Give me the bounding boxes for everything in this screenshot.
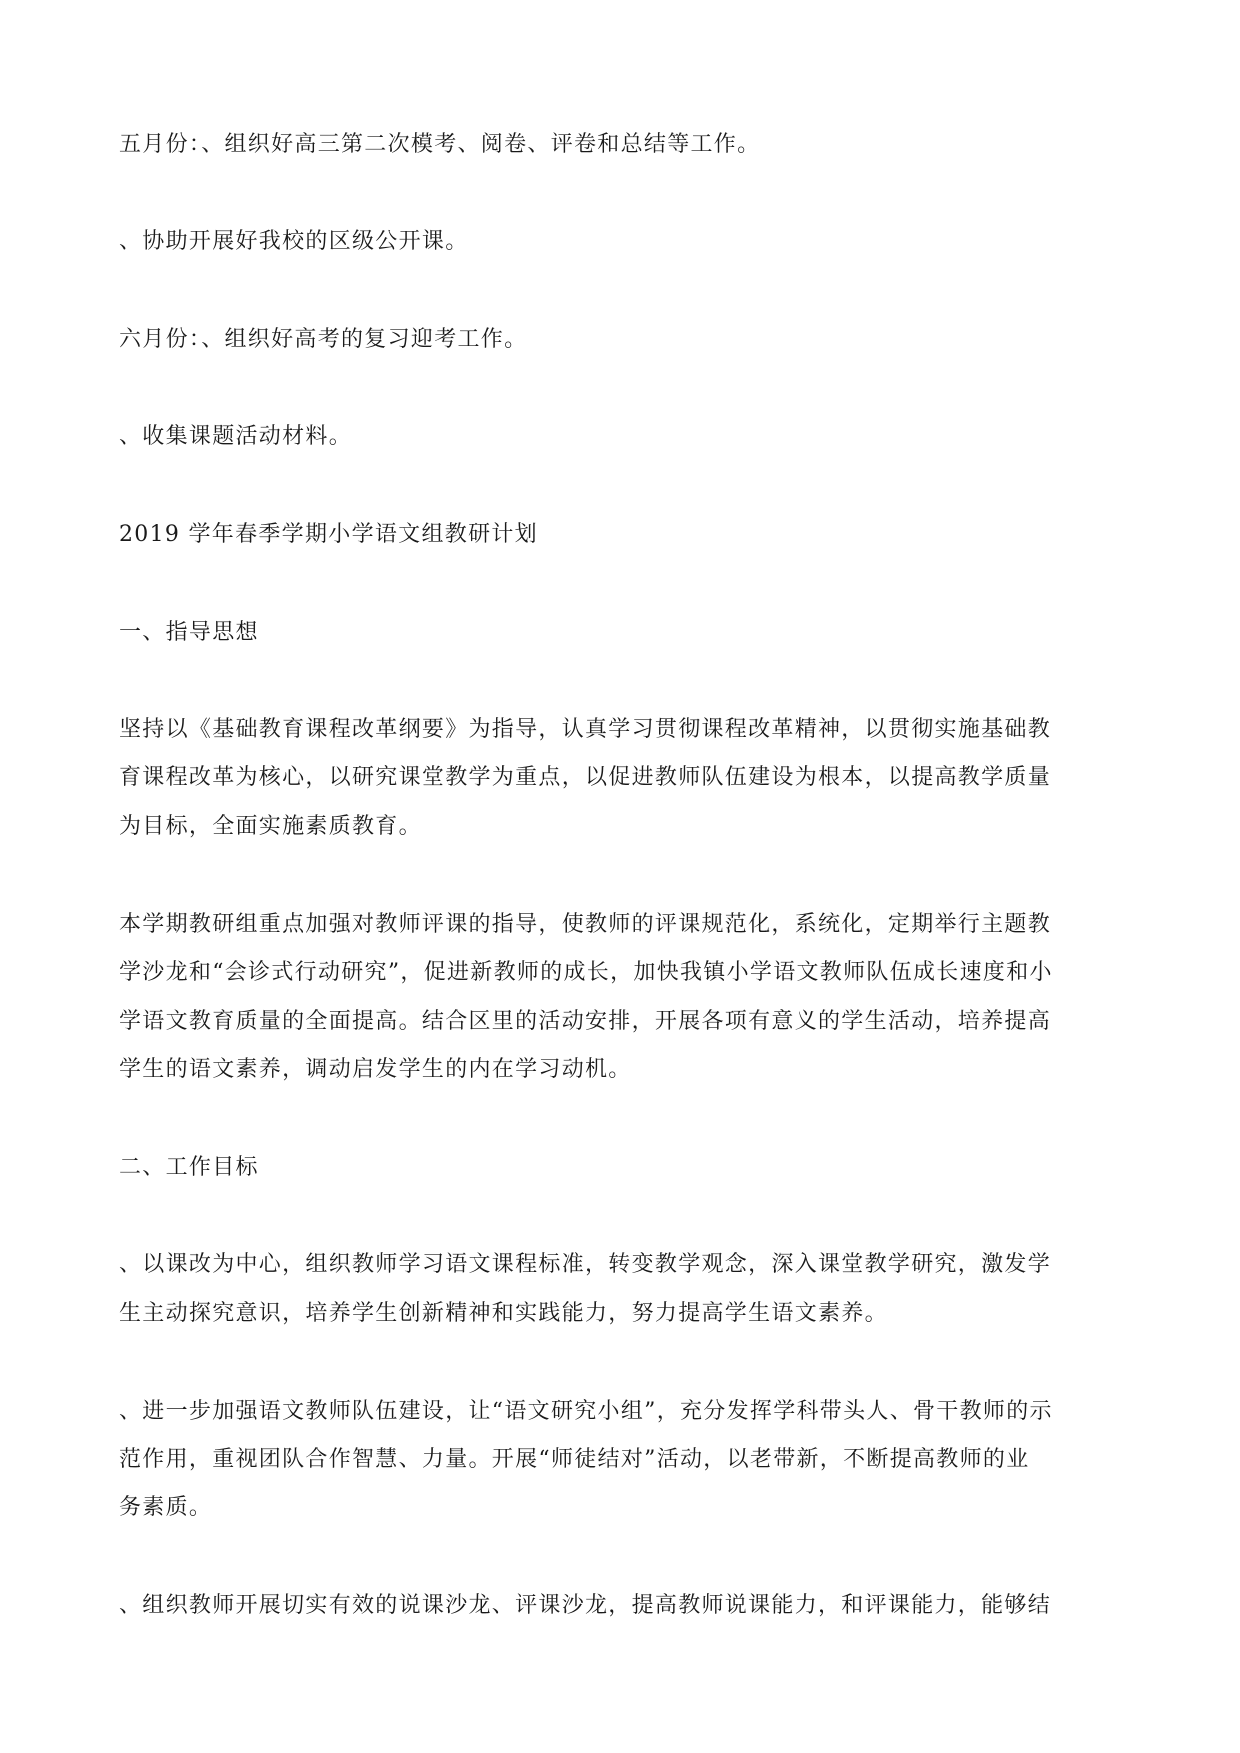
paragraph-text-line: 本学期教研组重点加强对教师评课的指导，使教师的评课规范化，系统化，定期举行主题教 <box>119 912 1052 937</box>
paragraph-text-line: 务素质。 <box>119 1495 213 1520</box>
document-title: 2019 学年春季学期小学语文组教研计划 <box>119 522 538 547</box>
paragraph-may-line-1: 五月份：、组织好高三第二次模考、阅卷、评卷和总结等工作。 <box>119 132 761 157</box>
paragraph-text-line: 、以课改为中心，组织教师学习语文课程标准，转变教学观念，深入课堂教学研究，激发学 <box>119 1252 1052 1277</box>
paragraph-text-line: 学语文教育质量的全面提高。结合区里的活动安排，开展各项有意义的学生活动，培养提高 <box>119 1009 1052 1034</box>
paragraph-text-line: 、组织教师开展切实有效的说课沙龙、评课沙龙，提高教师说课能力，和评课能力，能够结 <box>119 1593 1052 1618</box>
paragraph-text-line: 育课程改革为核心，以研究课堂教学为重点，以促进教师队伍建设为根本，以提高教学质量 <box>119 765 1052 790</box>
paragraph-text-line: 生主动探究意识，培养学生创新精神和实践能力，努力提高学生语文素养。 <box>119 1301 888 1326</box>
paragraph-text-line: 为目标，全面实施素质教育。 <box>119 814 422 839</box>
paragraph-may-line-2: 、协助开展好我校的区级公开课。 <box>119 229 469 254</box>
section-heading-guiding-ideology: 一、指导思想 <box>119 620 259 645</box>
paragraph-text-line: 、进一步加强语文教师队伍建设，让“语文研究小组”，充分发挥学科带头人、骨干教师的示 <box>119 1399 1053 1424</box>
paragraph-text-line: 学生的语文素养，调动启发学生的内在学习动机。 <box>119 1057 632 1082</box>
paragraph-june-line-1: 六月份：、组织好高考的复习迎考工作。 <box>119 327 528 352</box>
section-heading-work-goals: 二、工作目标 <box>119 1155 259 1180</box>
paragraph-text-line: 范作用，重视团队合作智慧、力量。开展“师徒结对”活动，以老带新，不断提高教师的业 <box>119 1447 1030 1472</box>
paragraph-text-line: 学沙龙和“会诊式行动研究”，促进新教师的成长，加快我镇小学语文教师队伍成长速度和小 <box>119 960 1053 985</box>
paragraph-june-line-2: 、收集课题活动材料。 <box>119 424 353 449</box>
paragraph-text-line: 坚持以《基础教育课程改革纲要》为指导，认真学习贯彻课程改革精神，以贯彻实施基础教 <box>119 717 1052 742</box>
